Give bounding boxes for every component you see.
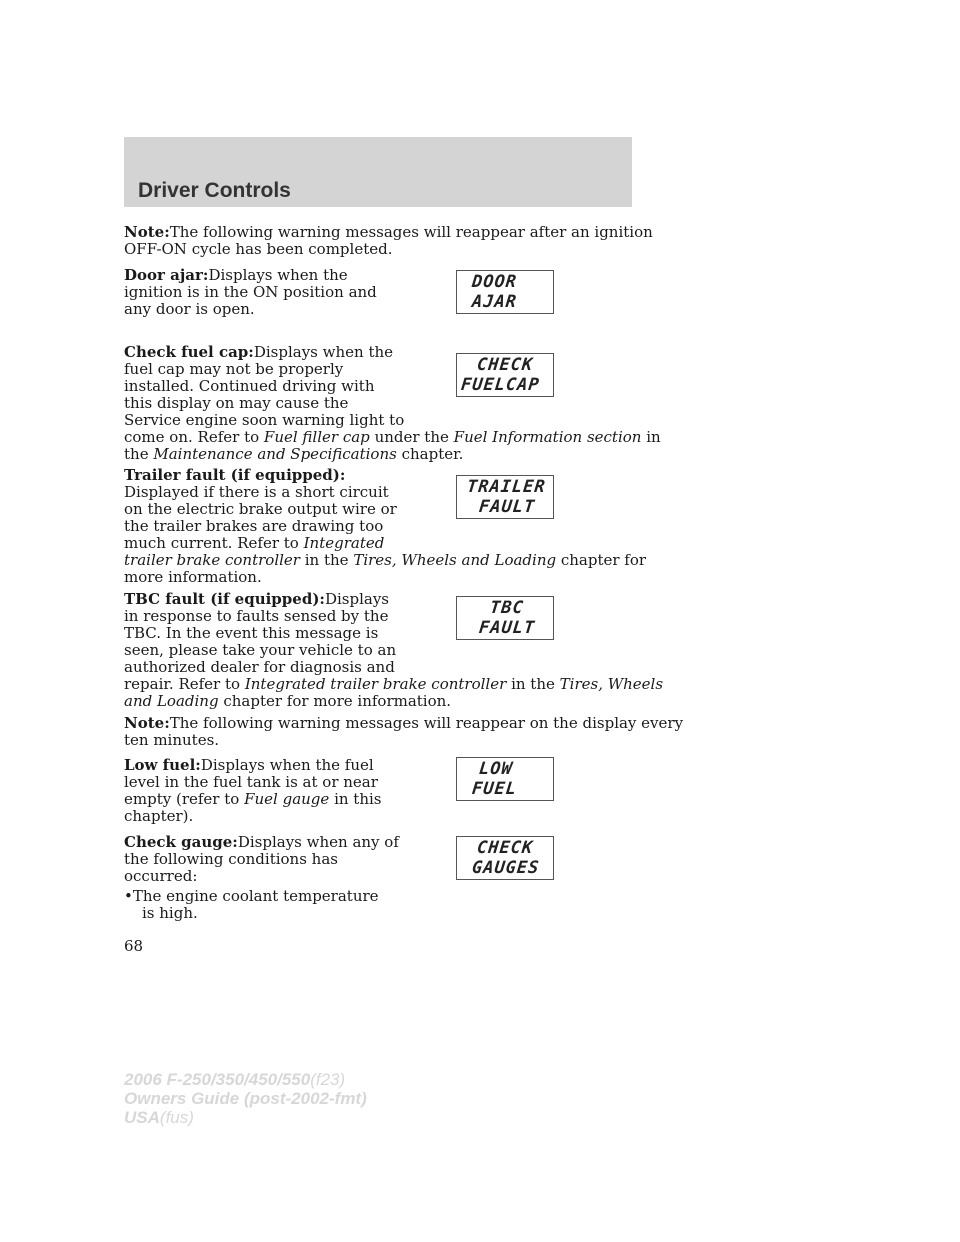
low-fuel-display <box>456 757 554 801</box>
display-line-1: TRAILER <box>465 477 547 497</box>
low-fuel-line-4: chapter). <box>124 807 194 825</box>
section-header <box>124 137 632 207</box>
display-line-1: TBC <box>488 598 525 618</box>
page-number: 68 <box>124 937 144 955</box>
check-gauge-bullet-1: •The engine coolant temperature <box>124 887 379 905</box>
check-gauge-display <box>456 836 554 880</box>
trailer-fault-line-3: on the electric brake output wire or <box>124 500 397 518</box>
display-line-2: FAULT <box>477 497 537 517</box>
display-line-2: FAULT <box>477 618 537 638</box>
tbc-fault-display <box>456 596 554 640</box>
fuel-cap-line-5: Service engine soon warning light to <box>124 411 405 429</box>
display-line-2: AJAR <box>470 292 519 312</box>
tbc-fault-line-7: and Loading chapter for more information. <box>124 692 452 710</box>
door-ajar-line-3: any door is open. <box>124 300 255 318</box>
check-gauge-line-1: Check gauge:Displays when any of <box>124 833 399 851</box>
note-1-line-1: Note:The following warning messages will reappear after an ignition <box>124 223 653 241</box>
door-ajar-line-2: ignition is in the ON position and <box>124 283 377 301</box>
footer <box>124 1070 367 1127</box>
footer-line-1: 2006 F-250/350/450/550(f23) <box>124 1070 346 1089</box>
display-line-1: CHECK <box>475 838 535 858</box>
note-2-line-1: Note:The following warning messages will reappear on the display every <box>124 714 684 732</box>
footer-line-2: Owners Guide (post-2002-fmt) <box>124 1089 367 1108</box>
check-gauge-line-3: occurred: <box>124 867 198 885</box>
fuel-cap-display <box>456 353 554 397</box>
tbc-fault-line-3: TBC. In the event this message is <box>124 624 379 642</box>
tbc-fault-line-2: in response to faults sensed by the <box>124 607 389 625</box>
tbc-fault-line-5: authorized dealer for diagnosis and <box>124 658 395 676</box>
low-fuel-line-1: Low fuel:Displays when the fuel <box>124 756 374 774</box>
tbc-fault-line-4: seen, please take your vehicle to an <box>124 641 397 659</box>
fuel-cap-line-4: this display on may cause the <box>124 394 349 412</box>
display-line-1: LOW <box>477 759 514 779</box>
display-line-2: FUELCAP <box>459 375 541 395</box>
low-fuel-line-3: empty (refer to Fuel gauge in this <box>124 790 382 808</box>
display-line-2: GAUGES <box>470 858 541 878</box>
trailer-fault-line-2: Displayed if there is a short circuit <box>124 483 389 501</box>
trailer-fault-line-7: more information. <box>124 568 262 586</box>
fuel-cap-line-6: come on. Refer to Fuel filler cap under the Fuel Information section in <box>124 428 661 446</box>
trailer-fault-line-5: much current. Refer to Integrated <box>124 534 385 552</box>
note-1-line-2: OFF-ON cycle has been completed. <box>124 240 393 258</box>
fuel-cap-line-2: fuel cap may not be properly <box>124 360 344 378</box>
trailer-fault-line-1: Trailer fault (if equipped): <box>124 466 346 484</box>
fuel-cap-line-1: Check fuel cap:Displays when the <box>124 343 394 361</box>
tbc-fault-line-6: repair. Refer to Integrated trailer brake controller in the Tires, Wheels <box>124 675 664 693</box>
trailer-fault-display <box>456 475 554 519</box>
note-2-line-2: ten minutes. <box>124 731 220 749</box>
display-line-1: CHECK <box>475 355 535 375</box>
footer-line-3: USA(fus) <box>124 1108 194 1127</box>
section-title: Driver Controls <box>138 179 291 202</box>
fuel-cap-line-7: the Maintenance and Specifications chapter. <box>124 445 464 463</box>
tbc-fault-line-1: TBC fault (if equipped):Displays <box>124 590 390 608</box>
fuel-cap-line-3: installed. Continued driving with <box>124 377 375 395</box>
bullet-icon: • <box>124 887 133 905</box>
check-gauge-bullet-1-cont: is high. <box>142 904 198 922</box>
low-fuel-line-2: level in the fuel tank is at or near <box>124 773 378 791</box>
display-line-1: DOOR <box>470 272 519 292</box>
door-ajar-line-1: Door ajar:Displays when the <box>124 266 348 284</box>
trailer-fault-line-6: trailer brake controller in the Tires, Wheels and Loading chapter for <box>124 551 647 569</box>
trailer-fault-line-4: the trailer brakes are drawing too <box>124 517 384 535</box>
door-ajar-display <box>456 270 554 314</box>
check-gauge-line-2: the following conditions has <box>124 850 338 868</box>
display-line-2: FUEL <box>470 779 519 799</box>
